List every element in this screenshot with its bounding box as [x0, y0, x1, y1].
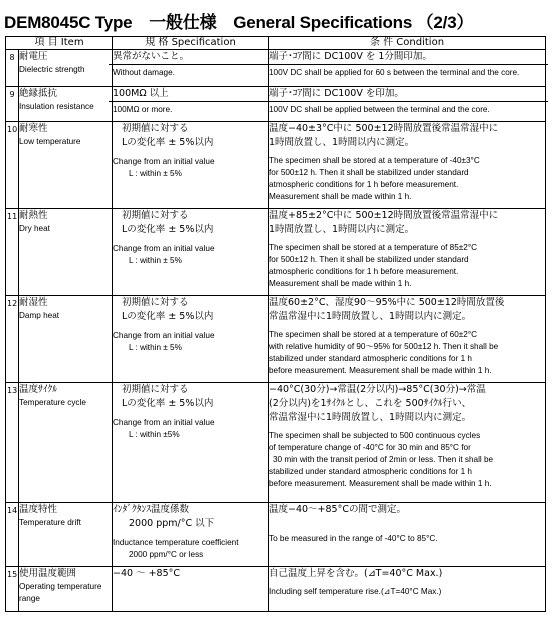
spec-ja-line: −40 〜 +85°C [113, 568, 181, 579]
condition-ja-line: 常温常湿中に1時間放置し、1時間以内に測定。 [269, 311, 472, 322]
condition-ja-block [269, 383, 545, 425]
item-cell [19, 383, 113, 503]
row-number: 14 [6, 503, 19, 567]
item-cell [19, 567, 113, 612]
condition-en-block [265, 531, 548, 547]
table-row [6, 383, 546, 503]
top-edge [0, 0, 550, 3]
condition-cell [269, 122, 546, 209]
spec-ja-line: Lの変化率 ± 5%以内 [122, 224, 214, 235]
condition-cell [269, 383, 546, 503]
table-row [6, 122, 546, 209]
condition-ja-line: 1時間放置し、1時間以内に測定。 [269, 137, 415, 148]
condition-cell [269, 209, 546, 296]
condition-ja-line: 温度+85±2°C中に 500±12時間放置後常温常湿中に [269, 210, 499, 221]
condition-en-block [265, 584, 548, 600]
item-ja: 耐寒性 [19, 123, 48, 134]
condition-ja-line: 温度−40±3°C中に 500±12時間放置後常温常湿中に [269, 123, 499, 134]
table-row [6, 50, 546, 87]
row-number: 9 [6, 87, 19, 122]
item-en: Low temperature [19, 137, 81, 146]
spec-ja-line: 2000 ppm/°C 以下 [129, 518, 215, 529]
condition-ja-block [269, 50, 545, 64]
condition-en-line: before measurement. Measurement shall be made within 1 h. [269, 366, 492, 375]
spec-en-block [109, 535, 271, 563]
condition-en-line: of temperature change of -40°C for 30 min and 85°C for [269, 443, 471, 452]
item-en: Insulation resistance [19, 102, 94, 111]
condition-en-line: Measurement shall be made within 1 h. [269, 279, 412, 288]
condition-en-line: stabilized under standard atmospheric conditions for 1 h [269, 354, 472, 363]
condition-en-line: with relative humidity of 90〜95% for 500±12 h. Then it shall be [269, 342, 499, 351]
spec-en-line: L : within ± 5% [129, 256, 182, 265]
condition-ja-line: 端子･ｺｱ間に DC100V を 1分間印加。 [269, 51, 432, 62]
condition-ja-block [269, 122, 545, 150]
spec-en-line: Change from an initial value [113, 244, 215, 253]
spec-ja-block [113, 122, 268, 150]
item-ja: 耐電圧 [19, 51, 48, 62]
spec-ja-line: 初期値に対する [122, 297, 189, 308]
item-cell [19, 209, 113, 296]
spec-cell [113, 122, 269, 209]
spec-ja-line: 初期値に対する [122, 210, 189, 221]
spec-ja-line: Lの変化率 ± 5%以内 [122, 137, 214, 148]
item-ja: 使用温度範囲 [19, 568, 77, 579]
row-number: 8 [6, 50, 19, 87]
item-en: Operating temperature range [19, 582, 102, 603]
condition-en-line: for 500±12 h. Then it shall be stabilized under standard [269, 168, 469, 177]
spec-en-line: Without damage. [113, 68, 175, 77]
item-ja: 耐湿性 [19, 297, 48, 308]
spec-en-block [109, 328, 271, 356]
condition-ja-block [269, 296, 545, 324]
condition-en-block [265, 428, 548, 492]
item-en: Dielectric strength [19, 65, 85, 74]
row-number: 13 [6, 383, 19, 503]
condition-ja-block [269, 503, 545, 517]
spec-cell [113, 296, 269, 383]
condition-cell [269, 87, 546, 122]
condition-en-block [265, 101, 548, 118]
spec-ja-block [113, 296, 268, 324]
spec-cell [113, 209, 269, 296]
condition-en-line: To be measured in the range of -40°C to 85°C. [269, 534, 438, 543]
spec-cell [113, 87, 269, 122]
spec-en-line: 2000 ppm/°C or less [129, 550, 204, 559]
table-row [6, 87, 546, 122]
spec-en-line: Change from an initial value [113, 331, 215, 340]
condition-ja-line: 温度−40〜+85°Cの間で測定。 [269, 504, 406, 515]
row-number: 15 [6, 567, 19, 612]
condition-en-line: The specimen shall be stored at a temperature of 60±2°C [269, 330, 478, 339]
row-number: 10 [6, 122, 19, 209]
item-en: Damp heat [19, 311, 60, 320]
spec-en-block [109, 101, 271, 118]
condition-en-line: before measurement. Measurement shall be made within 1 h. [269, 479, 492, 488]
condition-en-line: The specimen shall be subjected to 500 continuous cycles [269, 431, 481, 440]
condition-en-line: 30 min with the transit period of 2min or less. Then it shall be [273, 455, 494, 464]
condition-ja-block [269, 567, 545, 581]
spec-ja-line: 異常がないこと。 [113, 51, 190, 62]
spec-cell [113, 567, 269, 612]
spec-ja-line: Lの変化率 ± 5%以内 [122, 398, 214, 409]
condition-en-line: The specimen shall be stored at a temperature of -40±3°C [269, 156, 480, 165]
condition-en-line: atmospheric conditions for 1 h before measurement. [269, 267, 459, 276]
condition-ja-line: 端子･ｺｱ間に DC100V を印加。 [269, 88, 404, 99]
spec-ja-block [113, 209, 268, 237]
spec-cell [113, 50, 269, 87]
spec-ja-line: 初期値に対する [122, 384, 189, 395]
spec-en-block [109, 415, 271, 443]
condition-cell [269, 296, 546, 383]
header-row [6, 37, 546, 50]
header-condition: 条 件 Condition [269, 37, 546, 50]
item-cell [19, 503, 113, 567]
spec-ja-block [113, 567, 268, 581]
condition-en-block [265, 327, 548, 379]
condition-en-line: 100V DC shall be applied between the terminal and the core. [269, 105, 490, 114]
spec-ja-block [113, 87, 268, 101]
row-number: 12 [6, 296, 19, 383]
item-cell [19, 87, 113, 122]
table-row [6, 503, 546, 567]
item-cell [19, 122, 113, 209]
condition-ja-block [269, 87, 545, 101]
spec-cell [113, 503, 269, 567]
condition-cell [269, 50, 546, 87]
spec-ja-line: 100MΩ 以上 [113, 88, 169, 99]
row-number: 11 [6, 209, 19, 296]
table-row [6, 567, 546, 612]
spec-ja-block [113, 383, 268, 411]
spec-cell [113, 383, 269, 503]
item-en: Temperature drift [19, 518, 81, 527]
spec-table [5, 36, 546, 612]
condition-ja-line: 1時間放置し、1時間以内に測定。 [269, 224, 415, 235]
condition-en-line: Measurement shall be made within 1 h. [269, 192, 412, 201]
page-title: DEM8045C Type 一般仕様 General Specifications （2/3） [4, 13, 474, 32]
item-en: Temperature cycle [19, 398, 86, 407]
condition-en-line: atmospheric conditions for 1 h before measurement. [269, 180, 459, 189]
condition-en-line: The specimen shall be stored at a temperature of 85±2°C [269, 243, 478, 252]
spec-ja-line: ｲﾝﾀﾞｸﾀﾝｽ温度係数 [113, 504, 190, 515]
spec-en-block [109, 64, 271, 81]
condition-ja-line: (2分以内)を1ｻｲｸﾙとし、これを 500ｻｲｸﾙ行い、 [269, 398, 472, 409]
spec-en-line: Inductance temperature coefficient [113, 538, 239, 547]
spec-en-block [109, 241, 271, 269]
spec-en-line: Change from an initial value [113, 157, 215, 166]
condition-en-line: 100V DC shall be applied for 60 s between the terminal and the core. [269, 68, 520, 77]
spec-en-line: L : within ±5% [129, 430, 180, 439]
condition-en-block [265, 153, 548, 205]
spec-en-line: L : within ± 5% [129, 343, 182, 352]
condition-ja-line: 自己温度上昇を含む。(⊿T=40°C Max.) [269, 568, 443, 579]
condition-en-block [265, 240, 548, 292]
spec-en-block [109, 154, 271, 182]
item-ja: 温度特性 [19, 504, 58, 515]
item-ja: 絶縁抵抗 [19, 88, 58, 99]
spec-ja-block [113, 503, 268, 531]
spec-en-line: 100MΩ or more. [113, 105, 173, 114]
header-spec: 規 格 Specification [113, 37, 269, 50]
spec-ja-line: 初期値に対する [122, 123, 189, 134]
condition-ja-line: 温度60±2°C、湿度90〜95%中に 500±12時間放置後 [269, 297, 505, 308]
condition-en-block [265, 64, 548, 81]
condition-ja-block [269, 209, 545, 237]
table-row [6, 296, 546, 383]
spec-ja-line: Lの変化率 ± 5%以内 [122, 311, 214, 322]
item-cell [19, 296, 113, 383]
item-ja: 耐熱性 [19, 210, 48, 221]
condition-ja-line: −40°C(30分)→常温(2分以内)→85°C(30分)→常温 [269, 384, 486, 395]
item-ja: 温度ｻｲｸﾙ [19, 384, 58, 395]
condition-ja-line: 常温常湿中に1時間放置し、1時間以内に測定。 [269, 412, 472, 423]
header-item: 項 目 Item [6, 37, 113, 50]
item-cell [19, 50, 113, 87]
spec-ja-block [113, 50, 268, 64]
table-row [6, 209, 546, 296]
spec-en-line: L : within ± 5% [129, 169, 182, 178]
item-en: Dry heat [19, 224, 50, 233]
condition-en-line: stabilized under standard atmospheric conditions for 1 h [269, 467, 472, 476]
condition-cell [269, 503, 546, 567]
condition-en-line: Including self temperature rise.(⊿T=40°C Max.) [269, 587, 442, 596]
condition-en-line: for 500±12 h. Then it shall be stabilized under standard [269, 255, 469, 264]
spec-en-line: Change from an initial value [113, 418, 215, 427]
spec-rows [6, 50, 546, 612]
condition-cell [269, 567, 546, 612]
